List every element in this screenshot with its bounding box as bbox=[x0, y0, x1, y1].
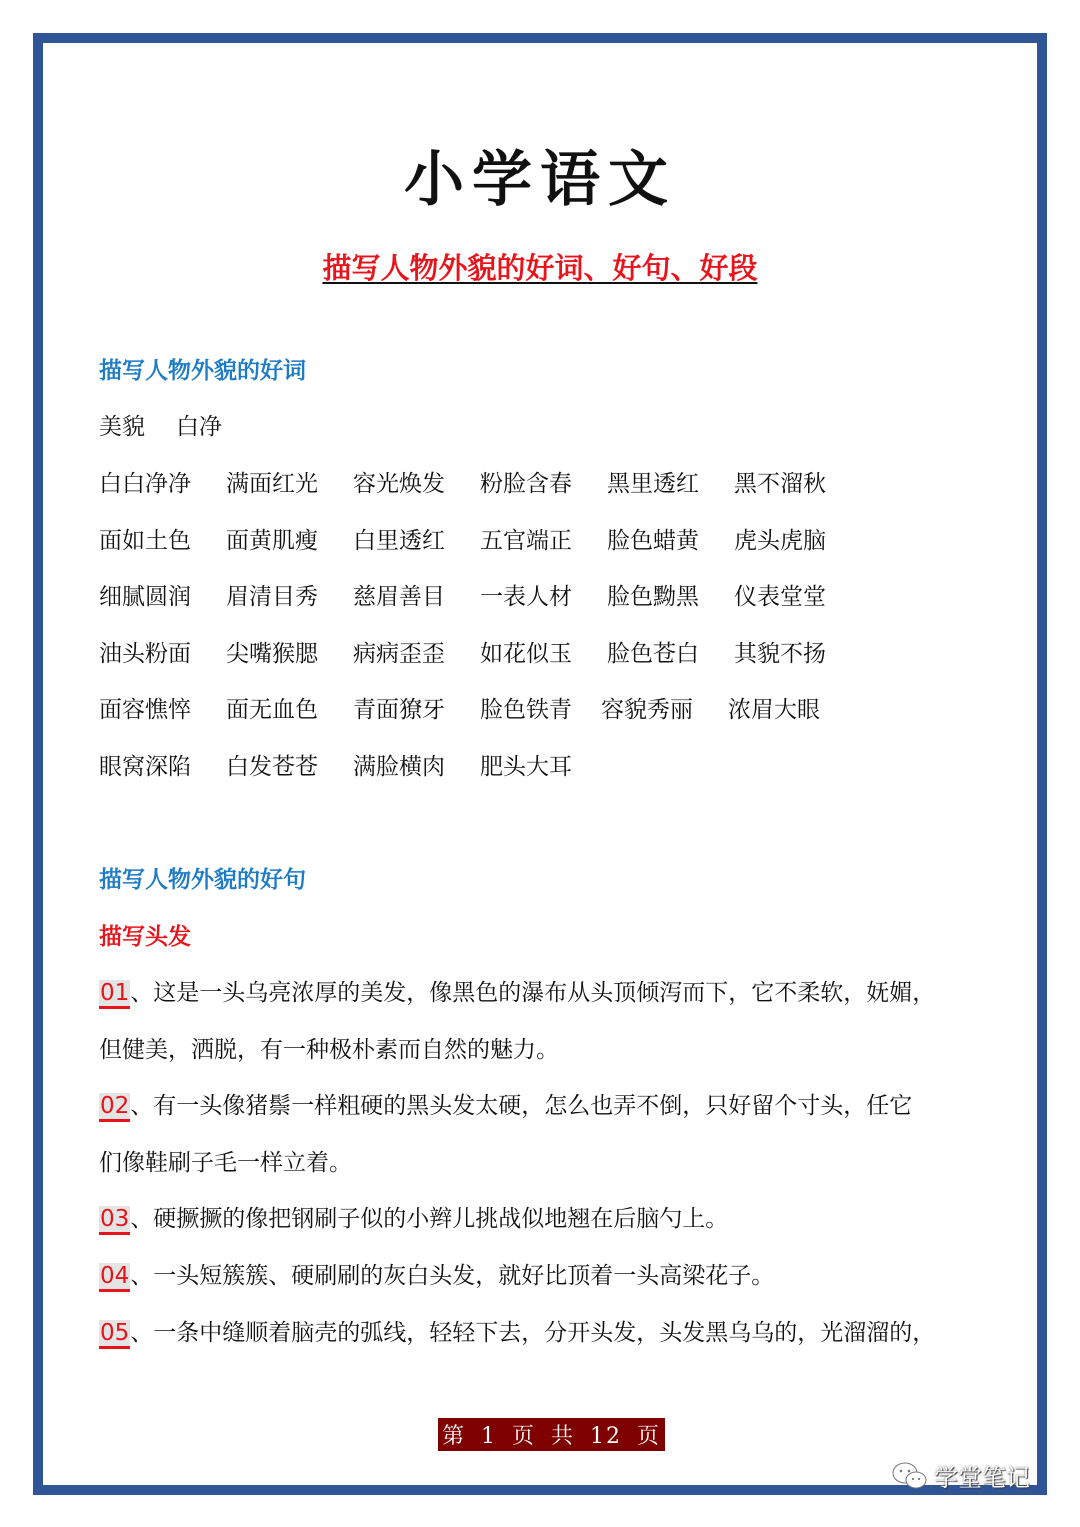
sentence-line bbox=[99, 1031, 559, 1064]
word: 眉清目秀 bbox=[226, 584, 318, 611]
word: 容貌秀丽 bbox=[601, 697, 693, 724]
word-row bbox=[99, 691, 855, 724]
word-row bbox=[99, 465, 861, 498]
word: 粉脸含春 bbox=[480, 471, 572, 497]
watermark bbox=[890, 1458, 1030, 1493]
word: 面如土色 bbox=[99, 527, 191, 554]
sentence-number: 04 bbox=[99, 1263, 130, 1292]
word: 仪表堂堂 bbox=[734, 584, 826, 611]
word: 尖嘴猴腮 bbox=[226, 640, 318, 667]
word: 病病歪歪 bbox=[353, 640, 445, 667]
sentences-heading: 描写人物外貌的好句 bbox=[99, 867, 306, 893]
word: 青面獠牙 bbox=[353, 697, 445, 724]
word: 白白净净 bbox=[99, 471, 191, 497]
word-row bbox=[99, 578, 861, 611]
word: 五官端正 bbox=[480, 527, 572, 554]
sentence-text: 、一头短簇簇、硬刷刷的灰白头发，就好比顶着一头高梁花子。 bbox=[130, 1263, 775, 1289]
sentence-line bbox=[99, 1087, 912, 1120]
word: 肥头大耳 bbox=[480, 754, 572, 780]
sentence-number: 05 bbox=[99, 1320, 130, 1349]
word: 白净 bbox=[176, 414, 222, 440]
word: 面无血色 bbox=[226, 697, 318, 724]
subtitle-text: 描写人物外貌的好词、好句、好段 bbox=[322, 251, 758, 285]
sentence-line bbox=[99, 1144, 352, 1177]
sentence-line bbox=[99, 1200, 728, 1233]
document-subtitle bbox=[0, 246, 1080, 287]
word: 满脸横肉 bbox=[353, 754, 445, 780]
word: 脸色蜡黄 bbox=[607, 527, 699, 554]
watermark-text: 学堂笔记 bbox=[934, 1464, 1030, 1492]
word-row bbox=[99, 522, 861, 555]
sentence-text: 但健美，洒脱，有一种极朴素而自然的魅力。 bbox=[99, 1036, 559, 1063]
sentence-text: 、硬撅撅的像把钢刷子似的小辫儿挑战似地翘在后脑勺上。 bbox=[130, 1206, 729, 1233]
sentence-text: 们像鞋刷子毛一样立着。 bbox=[99, 1149, 352, 1176]
page-number-label: 第 1 页 共 12 页 bbox=[438, 1418, 665, 1451]
sentence-number: 01 bbox=[99, 980, 130, 1009]
word: 黑里透红 bbox=[607, 471, 699, 497]
word: 面容憔悴 bbox=[99, 697, 191, 724]
word: 满面红光 bbox=[226, 471, 318, 497]
sentence-text: 、有一头像猪鬃一样粗硬的黑头发太硬，怎么也弄不倒，只好留个寸头，任它 bbox=[130, 1093, 913, 1120]
sentence-text: 、一条中缝顺着脑壳的弧线，轻轻下去，分开头发，头发黑乌乌的，光溜溜的， bbox=[130, 1319, 936, 1346]
word: 白发苍苍 bbox=[226, 754, 318, 780]
sentence-number: 03 bbox=[99, 1206, 130, 1235]
words-intro-row bbox=[99, 408, 303, 441]
word: 黑不溜秋 bbox=[734, 471, 826, 497]
document-title: 小学语文 bbox=[404, 145, 676, 215]
word: 眼窝深陷 bbox=[99, 754, 191, 780]
word: 浓眉大眼 bbox=[728, 697, 820, 724]
word: 美貌 bbox=[99, 414, 145, 440]
word: 脸色苍白 bbox=[607, 640, 699, 667]
word: 其貌不扬 bbox=[734, 640, 826, 667]
sentence-line bbox=[99, 1314, 935, 1347]
hair-subheading: 描写头发 bbox=[99, 924, 191, 950]
word: 虎头虎脑 bbox=[734, 527, 826, 554]
sentence-text: 、这是一头乌亮浓厚的美发，像黑色的瀑布从头顶倾泻而下，它不柔软，妩媚， bbox=[130, 980, 936, 1006]
word: 油头粉面 bbox=[99, 640, 191, 667]
word: 面黄肌瘦 bbox=[226, 527, 318, 554]
word-row bbox=[99, 748, 607, 781]
word: 如花似玉 bbox=[480, 640, 572, 667]
word: 细腻圆润 bbox=[99, 584, 191, 611]
word-row bbox=[99, 635, 861, 668]
word: 容光焕发 bbox=[353, 471, 445, 497]
word: 脸色黝黑 bbox=[607, 584, 699, 611]
word: 慈眉善目 bbox=[353, 584, 445, 611]
word: 白里透红 bbox=[353, 527, 445, 554]
word: 一表人材 bbox=[480, 584, 572, 611]
words-heading: 描写人物外貌的好词 bbox=[99, 358, 306, 384]
sentence-line bbox=[99, 1257, 774, 1290]
word: 脸色铁青 bbox=[480, 697, 572, 724]
sentence-number: 02 bbox=[99, 1093, 130, 1122]
sentence-line bbox=[99, 974, 935, 1007]
wechat-icon bbox=[890, 1461, 930, 1491]
